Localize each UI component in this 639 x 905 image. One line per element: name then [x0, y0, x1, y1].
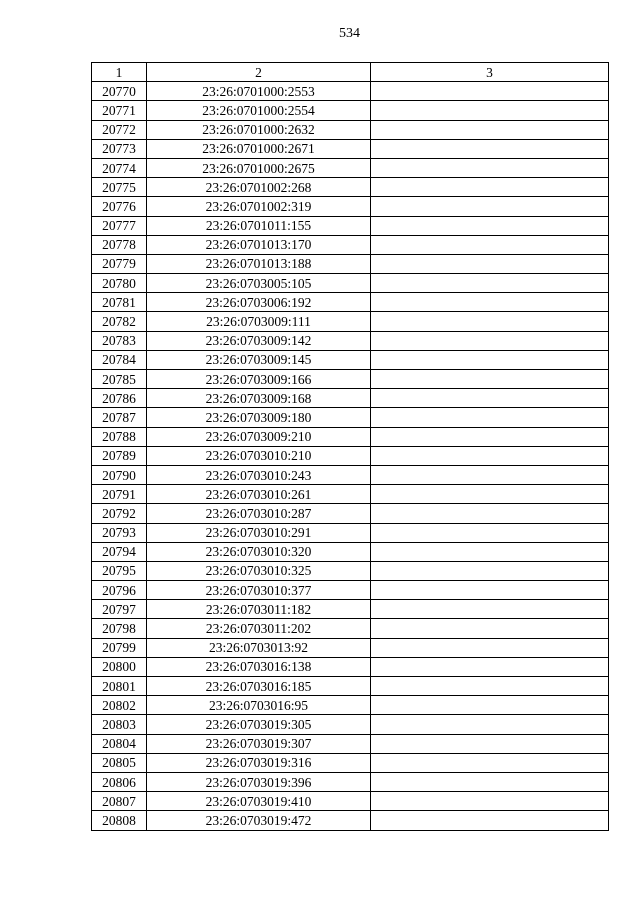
table-row	[92, 600, 609, 619]
note-cell	[371, 216, 609, 235]
row-number-cell: 20788	[92, 427, 147, 446]
table-row	[92, 254, 609, 273]
table-row	[92, 619, 609, 638]
table-row	[92, 216, 609, 235]
note-cell	[371, 408, 609, 427]
note-cell	[371, 657, 609, 676]
cadastral-number-cell: 23:26:0701011:155	[147, 216, 371, 235]
note-cell	[371, 772, 609, 791]
table-row	[92, 274, 609, 293]
note-cell	[371, 485, 609, 504]
row-number-cell: 20785	[92, 370, 147, 389]
row-number-cell: 20772	[92, 120, 147, 139]
note-cell	[371, 197, 609, 216]
row-number-cell: 20792	[92, 504, 147, 523]
row-number-cell: 20806	[92, 772, 147, 791]
note-cell	[371, 638, 609, 657]
note-cell	[371, 715, 609, 734]
row-number-cell: 20786	[92, 389, 147, 408]
table-row	[92, 523, 609, 542]
cadastral-number-cell: 23:26:0703010:210	[147, 446, 371, 465]
cadastral-number-cell: 23:26:0703019:472	[147, 811, 371, 830]
cadastral-number-cell: 23:26:0703016:138	[147, 657, 371, 676]
row-number-cell: 20804	[92, 734, 147, 753]
row-number-cell: 20783	[92, 331, 147, 350]
cadastral-number-cell: 23:26:0703009:168	[147, 389, 371, 408]
note-cell	[371, 523, 609, 542]
note-cell	[371, 677, 609, 696]
row-number-cell: 20805	[92, 753, 147, 772]
table-row	[92, 197, 609, 216]
cadastral-number-cell: 23:26:0703013:92	[147, 638, 371, 657]
row-number-cell: 20778	[92, 235, 147, 254]
note-cell	[371, 734, 609, 753]
row-number-cell: 20803	[92, 715, 147, 734]
table-row	[92, 638, 609, 657]
cadastral-number-cell: 23:26:0701000:2671	[147, 139, 371, 158]
cadastral-number-cell: 23:26:0703011:202	[147, 619, 371, 638]
row-number-cell: 20795	[92, 561, 147, 580]
row-number-cell: 20779	[92, 254, 147, 273]
cadastral-number-cell: 23:26:0703019:307	[147, 734, 371, 753]
row-number-cell: 20770	[92, 82, 147, 101]
note-cell	[371, 274, 609, 293]
note-cell	[371, 293, 609, 312]
table-row	[92, 811, 609, 830]
cadastral-number-cell: 23:26:0701013:188	[147, 254, 371, 273]
cadastral-number-cell: 23:26:0701000:2553	[147, 82, 371, 101]
table-row	[92, 293, 609, 312]
table-row	[92, 120, 609, 139]
row-number-cell: 20774	[92, 158, 147, 177]
row-number-cell: 20782	[92, 312, 147, 331]
cadastral-number-cell: 23:26:0703009:111	[147, 312, 371, 331]
row-number-cell: 20784	[92, 350, 147, 369]
row-number-cell: 20799	[92, 638, 147, 657]
table-row	[92, 753, 609, 772]
cadastral-number-cell: 23:26:0703010:325	[147, 561, 371, 580]
table-row	[92, 331, 609, 350]
column-header-1: 1	[92, 63, 147, 82]
note-cell	[371, 370, 609, 389]
row-number-cell: 20790	[92, 465, 147, 484]
page-number: 534	[339, 26, 360, 41]
note-cell	[371, 600, 609, 619]
note-cell	[371, 235, 609, 254]
cadastral-number-cell: 23:26:0703010:261	[147, 485, 371, 504]
note-cell	[371, 504, 609, 523]
table-row	[92, 792, 609, 811]
row-number-cell: 20808	[92, 811, 147, 830]
row-number-cell: 20802	[92, 696, 147, 715]
cadastral-number-cell: 23:26:0703019:305	[147, 715, 371, 734]
note-cell	[371, 542, 609, 561]
cadastral-number-cell: 23:26:0703009:180	[147, 408, 371, 427]
cadastral-number-cell: 23:26:0703006:192	[147, 293, 371, 312]
table-row	[92, 772, 609, 791]
note-cell	[371, 619, 609, 638]
note-cell	[371, 350, 609, 369]
cadastral-number-cell: 23:26:0703010:243	[147, 465, 371, 484]
table-row	[92, 139, 609, 158]
table-row	[92, 581, 609, 600]
table-row	[92, 427, 609, 446]
cadastral-number-cell: 23:26:0701000:2675	[147, 158, 371, 177]
row-number-cell: 20801	[92, 677, 147, 696]
note-cell	[371, 178, 609, 197]
cadastral-number-cell: 23:26:0701000:2632	[147, 120, 371, 139]
row-number-cell: 20781	[92, 293, 147, 312]
cadastral-number-cell: 23:26:0703010:287	[147, 504, 371, 523]
row-number-cell: 20797	[92, 600, 147, 619]
note-cell	[371, 101, 609, 120]
note-cell	[371, 427, 609, 446]
row-number-cell: 20771	[92, 101, 147, 120]
registry-table	[91, 62, 609, 831]
row-number-cell: 20773	[92, 139, 147, 158]
note-cell	[371, 312, 609, 331]
note-cell	[371, 331, 609, 350]
row-number-cell: 20789	[92, 446, 147, 465]
note-cell	[371, 811, 609, 830]
cadastral-number-cell: 23:26:0701000:2554	[147, 101, 371, 120]
table-row	[92, 82, 609, 101]
cadastral-number-cell: 23:26:0703019:410	[147, 792, 371, 811]
cadastral-number-cell: 23:26:0701013:170	[147, 235, 371, 254]
row-number-cell: 20775	[92, 178, 147, 197]
cadastral-number-cell: 23:26:0701002:319	[147, 197, 371, 216]
table-body	[92, 82, 609, 830]
row-number-cell: 20800	[92, 657, 147, 676]
note-cell	[371, 581, 609, 600]
table-row	[92, 657, 609, 676]
note-cell	[371, 792, 609, 811]
cadastral-number-cell: 23:26:0701002:268	[147, 178, 371, 197]
table-row	[92, 408, 609, 427]
table-row	[92, 734, 609, 753]
cadastral-number-cell: 23:26:0703011:182	[147, 600, 371, 619]
table-row	[92, 485, 609, 504]
cadastral-number-cell: 23:26:0703019:316	[147, 753, 371, 772]
table-row	[92, 696, 609, 715]
note-cell	[371, 82, 609, 101]
note-cell	[371, 446, 609, 465]
note-cell	[371, 465, 609, 484]
cadastral-number-cell: 23:26:0703016:185	[147, 677, 371, 696]
note-cell	[371, 753, 609, 772]
table-row	[92, 312, 609, 331]
cadastral-number-cell: 23:26:0703005:105	[147, 274, 371, 293]
row-number-cell: 20791	[92, 485, 147, 504]
table-row	[92, 101, 609, 120]
cadastral-number-cell: 23:26:0703009:210	[147, 427, 371, 446]
note-cell	[371, 561, 609, 580]
cadastral-number-cell: 23:26:0703009:145	[147, 350, 371, 369]
cadastral-number-cell: 23:26:0703009:142	[147, 331, 371, 350]
table-row	[92, 235, 609, 254]
table-header-row	[92, 63, 609, 82]
table-row	[92, 446, 609, 465]
column-header-2: 2	[147, 63, 371, 82]
table-row	[92, 158, 609, 177]
cadastral-number-cell: 23:26:0703019:396	[147, 772, 371, 791]
row-number-cell: 20793	[92, 523, 147, 542]
cadastral-number-cell: 23:26:0703016:95	[147, 696, 371, 715]
table-row	[92, 561, 609, 580]
note-cell	[371, 139, 609, 158]
note-cell	[371, 158, 609, 177]
row-number-cell: 20777	[92, 216, 147, 235]
note-cell	[371, 120, 609, 139]
row-number-cell: 20807	[92, 792, 147, 811]
note-cell	[371, 696, 609, 715]
cadastral-number-cell: 23:26:0703010:291	[147, 523, 371, 542]
table-row	[92, 677, 609, 696]
table-row	[92, 542, 609, 561]
note-cell	[371, 389, 609, 408]
row-number-cell: 20787	[92, 408, 147, 427]
table-row	[92, 465, 609, 484]
note-cell	[371, 254, 609, 273]
cadastral-number-cell: 23:26:0703010:320	[147, 542, 371, 561]
row-number-cell: 20794	[92, 542, 147, 561]
table-row	[92, 370, 609, 389]
cadastral-number-cell: 23:26:0703010:377	[147, 581, 371, 600]
cadastral-number-cell: 23:26:0703009:166	[147, 370, 371, 389]
row-number-cell: 20798	[92, 619, 147, 638]
table-row	[92, 504, 609, 523]
row-number-cell: 20796	[92, 581, 147, 600]
column-header-3: 3	[371, 63, 609, 82]
table-row	[92, 350, 609, 369]
row-number-cell: 20776	[92, 197, 147, 216]
table-row	[92, 178, 609, 197]
table-row	[92, 389, 609, 408]
table-row	[92, 715, 609, 734]
row-number-cell: 20780	[92, 274, 147, 293]
